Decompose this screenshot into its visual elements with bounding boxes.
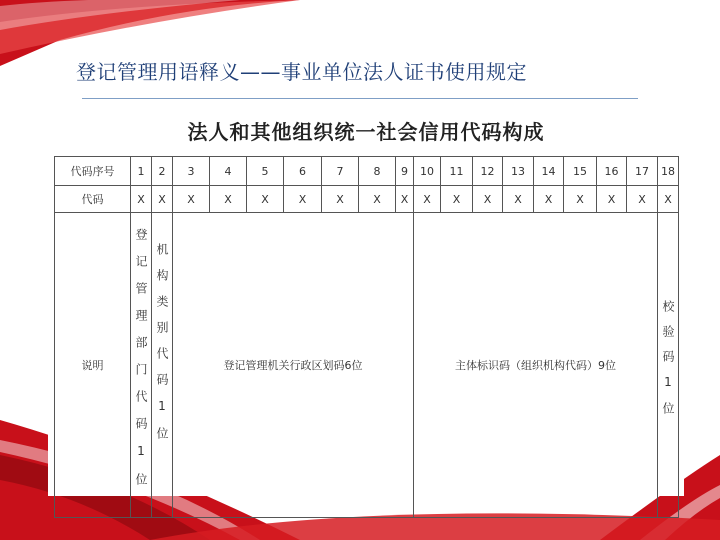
description-check-digit [658, 213, 679, 518]
code-cell: X [131, 186, 152, 213]
title-divider [82, 98, 638, 99]
code-cell: X [503, 186, 534, 213]
position-row [55, 157, 679, 186]
code-cell: X [473, 186, 503, 213]
code-cell: X [359, 186, 396, 213]
code-cell: X [284, 186, 322, 213]
position-cell: 16 [597, 157, 627, 186]
description-org-category [152, 213, 173, 518]
figure-title: 法人和其他组织统一社会信用代码构成 [187, 120, 545, 144]
position-cell: 10 [414, 157, 441, 186]
description-subject-id [414, 213, 658, 518]
code-cell: X [247, 186, 284, 213]
description-text: 机构类别代码1位 [155, 243, 169, 453]
slide-title: 登记管理用语释义——事业单位法人证书使用规定 [76, 60, 527, 84]
code-cell: X [627, 186, 658, 213]
code-cell: X [210, 186, 247, 213]
position-cell: 15 [564, 157, 597, 186]
code-cell: X [658, 186, 679, 213]
position-cell: 2 [152, 157, 173, 186]
position-cell: 8 [359, 157, 396, 186]
code-cell: X [441, 186, 473, 213]
position-cell: 13 [503, 157, 534, 186]
position-cell: 14 [534, 157, 564, 186]
position-cell: 3 [173, 157, 210, 186]
position-cell: 1 [131, 157, 152, 186]
position-cell: 4 [210, 157, 247, 186]
description-text: 登记管理机关行政区划码6位 [223, 359, 363, 372]
position-cell: 17 [627, 157, 658, 186]
code-cell: X [173, 186, 210, 213]
credit-code-table [54, 156, 679, 518]
code-cell: X [564, 186, 597, 213]
position-cell: 7 [322, 157, 359, 186]
row-header-description: 说明 [55, 213, 131, 518]
code-cell: X [414, 186, 441, 213]
position-cell: 18 [658, 157, 679, 186]
code-cell: X [152, 186, 173, 213]
code-cell: X [534, 186, 564, 213]
position-cell: 6 [284, 157, 322, 186]
description-text: 主体标识码（组织机构代码）9位 [455, 359, 616, 372]
code-cell: X [597, 186, 627, 213]
description-row [55, 213, 679, 518]
code-cell: X [322, 186, 359, 213]
position-cell: 12 [473, 157, 503, 186]
row-header-position: 代码序号 [55, 157, 131, 186]
description-text: 校验码1位 [661, 300, 675, 427]
code-row [55, 186, 679, 213]
row-header-code: 代码 [55, 186, 131, 213]
credit-code-figure [48, 110, 684, 500]
description-text: 登记管理部门代码1位 [134, 227, 148, 500]
code-cell: X [396, 186, 414, 213]
position-cell: 9 [396, 157, 414, 186]
position-cell: 11 [441, 157, 473, 186]
description-registration-dept [131, 213, 152, 518]
description-admin-region [173, 213, 414, 518]
position-cell: 5 [247, 157, 284, 186]
